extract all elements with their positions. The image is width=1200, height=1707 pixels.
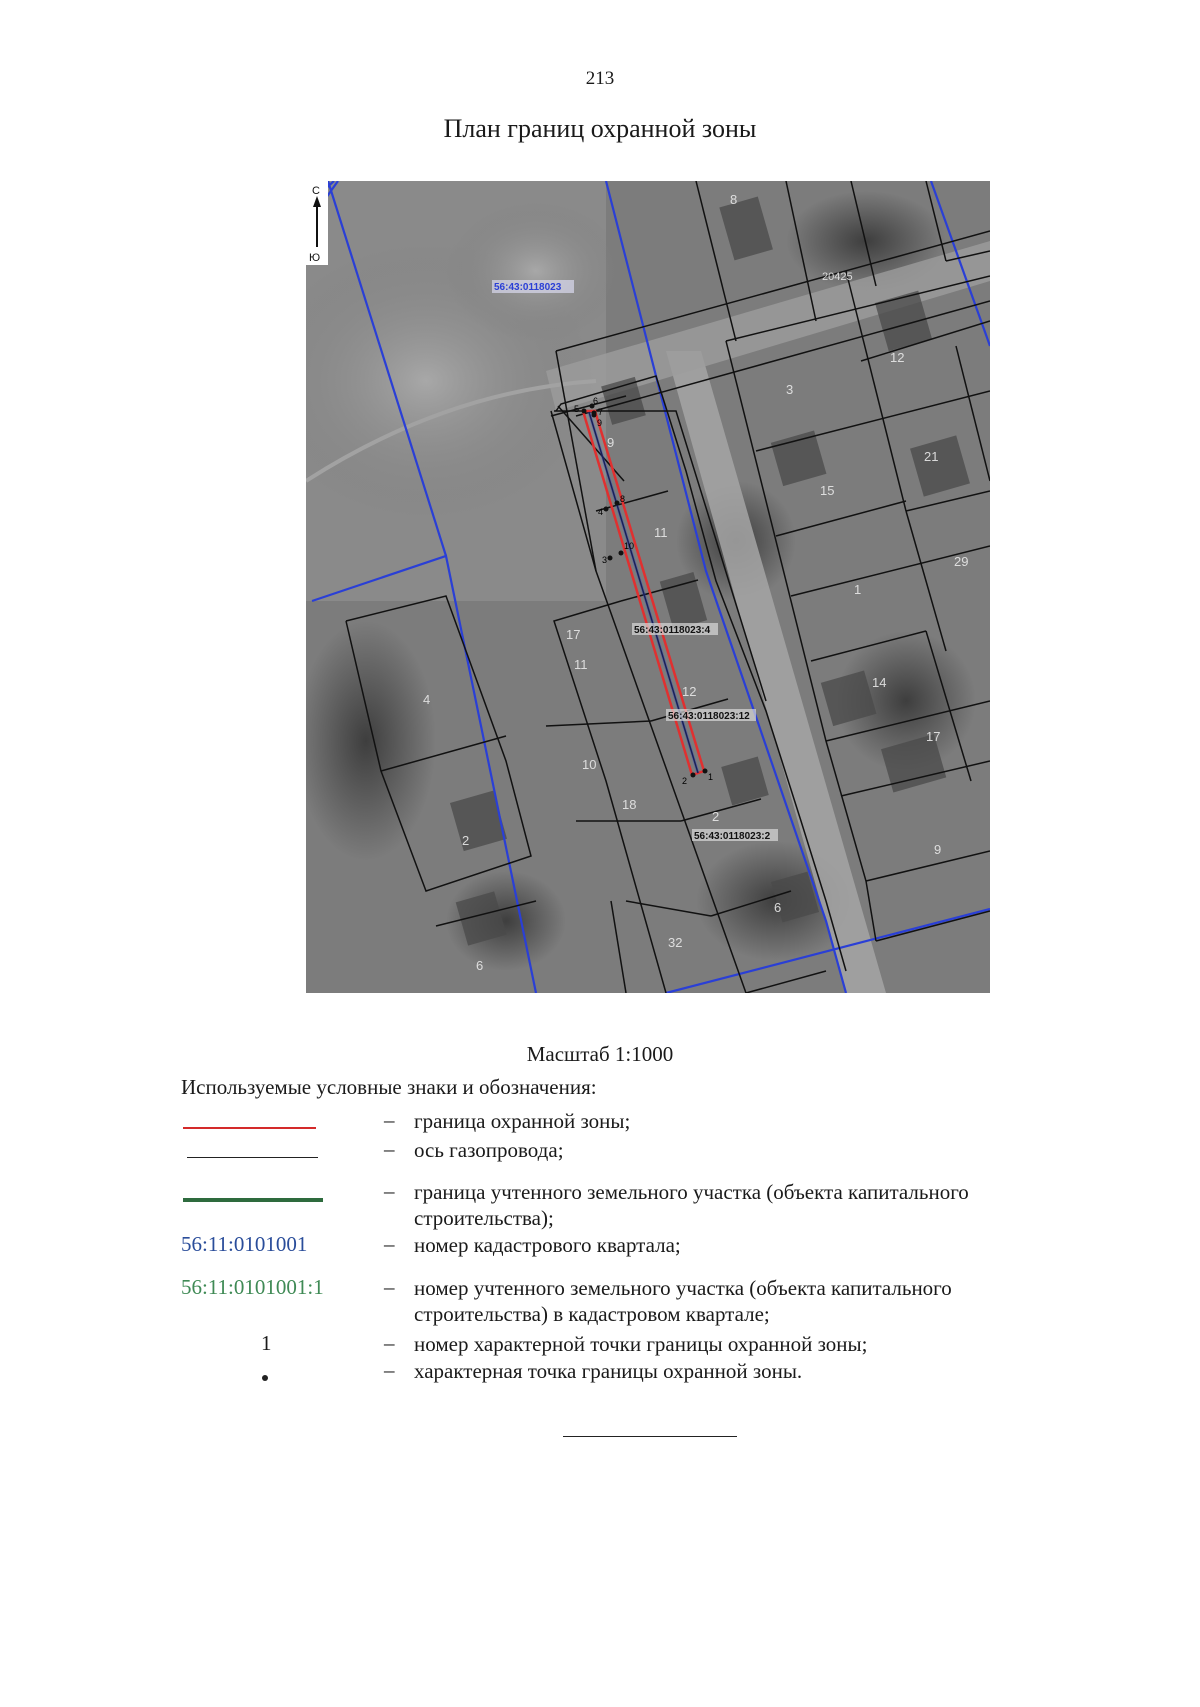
legend-title: Используемые условные знаки и обозначения: xyxy=(181,1075,597,1099)
point-label: 8 xyxy=(620,494,626,504)
house-number: 2 xyxy=(462,833,470,848)
map-svg xyxy=(306,181,990,993)
house-number: 3 xyxy=(786,382,794,397)
point-label: 9 xyxy=(597,418,603,428)
legend-dash: – xyxy=(384,1179,395,1203)
house-number: 11 xyxy=(654,525,668,540)
legend-code-parcel: 56:11:0101001:1 xyxy=(181,1275,324,1299)
house-number: 6 xyxy=(476,958,484,973)
legend-dash: – xyxy=(384,1358,395,1382)
point-label: 5 xyxy=(574,404,580,414)
house-number: 18 xyxy=(622,797,637,812)
quarter-label: 56:43:0118023 xyxy=(494,282,562,293)
parcel-label: 56:43:0118023:2 xyxy=(694,831,771,842)
end-rule xyxy=(563,1436,737,1437)
legend-desc: номер характерной точки границы охранной зоны; xyxy=(414,1332,868,1356)
legend-desc: ось газопровода; xyxy=(414,1138,564,1162)
house-number: 10 xyxy=(582,757,597,772)
house-number: 2 xyxy=(712,809,720,824)
legend-dash: – xyxy=(384,1331,395,1355)
legend-symbol-green-line xyxy=(183,1198,323,1202)
house-number: 29 xyxy=(954,554,969,569)
legend-dash: – xyxy=(384,1108,395,1132)
point-label: 2 xyxy=(682,776,688,786)
house-number: 4 xyxy=(423,692,431,707)
legend-desc: граница учтенного земельного участка (объекта капитального строительства); xyxy=(414,1180,969,1230)
legend-desc: граница охранной зоны; xyxy=(414,1109,631,1133)
compass-south: Ю xyxy=(309,252,321,264)
legend-symbol-red-line xyxy=(183,1127,316,1129)
point-label: 10 xyxy=(624,541,635,551)
legend-desc: номер учтенного земельного участка (объекта капитального строительства) в кадастровом квартале; xyxy=(414,1276,952,1326)
legend-dash: – xyxy=(384,1137,395,1161)
house-number: 6 xyxy=(774,900,782,915)
map-scale: Масштаб 1:1000 xyxy=(526,1042,674,1066)
point-label: 3 xyxy=(602,555,608,565)
house-number: 17 xyxy=(926,729,941,744)
house-number: 12 xyxy=(890,350,905,365)
legend-desc: характерная точка границы охранной зоны. xyxy=(414,1359,803,1383)
cadastral-map xyxy=(306,181,990,993)
point-label: 4 xyxy=(598,507,604,517)
house-number: 32 xyxy=(668,935,683,950)
compass-north: С xyxy=(312,185,320,197)
legend-dash: – xyxy=(384,1232,395,1256)
page-title: План границ охранной зоны xyxy=(443,114,757,143)
house-number: 21 xyxy=(924,449,939,464)
legend-symbol-dot xyxy=(262,1375,268,1381)
house-number: 14 xyxy=(872,675,887,690)
parcel-label: 56:43:0118023:12 xyxy=(668,711,750,722)
house-number: 15 xyxy=(820,483,835,498)
house-number: 1 xyxy=(854,582,862,597)
house-number: 9 xyxy=(607,435,615,450)
point-label: 7 xyxy=(598,407,604,417)
house-number: 12 xyxy=(682,684,697,699)
house-number: 11 xyxy=(574,657,588,672)
legend-dash: – xyxy=(384,1275,395,1299)
page-number: 213 xyxy=(585,68,615,89)
house-number: 20425 xyxy=(822,271,853,283)
parcel-label: 56:43:0118023:4 xyxy=(634,625,711,636)
legend-desc: номер кадастрового квартала; xyxy=(414,1233,681,1257)
house-number: 17 xyxy=(566,627,581,642)
house-number: 8 xyxy=(730,192,738,207)
point-label: 6 xyxy=(593,396,599,406)
field-patch xyxy=(446,201,626,341)
legend-code-point-number: 1 xyxy=(261,1331,272,1355)
house-number: 9 xyxy=(934,842,942,857)
point-label: 1 xyxy=(708,772,714,782)
legend-code-quarter: 56:11:0101001 xyxy=(181,1232,308,1256)
legend-symbol-black-line xyxy=(187,1157,318,1158)
